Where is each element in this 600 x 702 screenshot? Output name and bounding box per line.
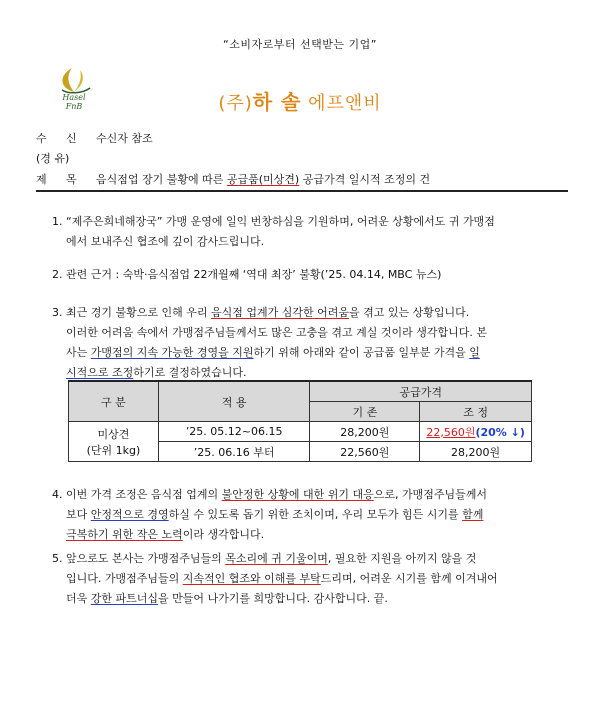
period-cell: ’25. 05.12~06.15 — [158, 422, 310, 442]
p4-line3-post: 이라 생각합니다. — [182, 528, 265, 541]
subject-underlined: 공급품(미상견) — [226, 173, 300, 186]
p4-line2-post: 하실 수 있도록 돕기 위한 조치이며, 우리 모두가 힘든 시기를 — [168, 508, 463, 521]
via-line: (경 유) — [36, 152, 70, 165]
header-divider — [36, 190, 568, 192]
p3-line1-pre: 3. 최근 경기 불황으로 인해 우리 — [52, 306, 211, 319]
p4-line2 — [52, 505, 572, 525]
p5-line2 — [52, 569, 572, 589]
subject-pre: 음식점업 장기 불황에 따른 — [96, 173, 227, 186]
p3-line3-underlined-2: 일 — [469, 346, 480, 359]
subject-line — [36, 171, 430, 187]
p3-line3 — [52, 343, 572, 363]
company-suffix: 에프앤비 — [301, 93, 382, 114]
paragraph-4 — [52, 485, 572, 545]
col-apply-header: 적 용 — [158, 381, 310, 422]
p1-line1: 1. “제주은희네해장국” 가맹 운영에 일익 번창하심을 기원하며, 어려운 상황에서도 귀 가맹점 — [52, 215, 495, 228]
adjusted-price: 22,560원 — [426, 425, 476, 439]
p5-line1-underlined: 목소리에 귀 기울이며 — [225, 552, 328, 565]
col-adjusted-header: 조 정 — [420, 402, 532, 422]
p5-line2-pre: 입니다. 가맹점주님들의 — [66, 572, 183, 585]
p5-line3-pre: 더욱 — [66, 592, 91, 605]
p5-line3-post: 을 만들어 나가기를 희망합니다. 감사합니다. 끝. — [158, 592, 388, 605]
p3-line4-post: 하기로 결정하였습니다. — [133, 366, 247, 379]
p4-line2-underlined: 안정적으로 경영 — [90, 508, 169, 521]
p3-line1-post: 을 겪고 있는 상황입니다. — [349, 306, 470, 319]
recipient-key2: 신 — [66, 132, 77, 145]
recipient-value: 수신자 참조 — [96, 132, 153, 145]
col-price-header: 공급가격 — [310, 381, 532, 402]
adjusted-price-cell: 28,200원 — [420, 442, 532, 462]
col-category-header: 구 분 — [69, 381, 159, 422]
p1-line2: 에서 보내주신 협조에 깊이 감사드립니다. — [66, 235, 265, 248]
table-header-row — [69, 381, 532, 402]
p3-line1 — [52, 303, 572, 323]
p4-line1-pre: 4. 이번 가격 조정은 음식점 업계의 — [52, 488, 222, 501]
adjusted-price-cell — [420, 422, 532, 442]
p5-line1-post: , 필요한 지원을 아끼지 않을 것 — [327, 552, 477, 565]
paragraph-1 — [52, 212, 572, 252]
item-unit: (단위 1kg) — [86, 443, 141, 457]
p4-line2-underlined-2: 함께 — [462, 508, 484, 521]
subject-key1: 제 — [36, 173, 47, 186]
p4-line3 — [52, 525, 572, 545]
recipient-key1: 수 — [36, 132, 47, 145]
p3-line4-underlined: 시적으로 조정 — [66, 366, 134, 379]
paragraph-3 — [52, 303, 572, 383]
discount-note: (20% ↓) — [475, 425, 525, 439]
p2-line1: 2. 관련 근거 : 숙박·음식점업 22개월째 ‘역대 최장’ 불황(’25. 04.14, MBC 뉴스) — [52, 268, 442, 281]
existing-price-cell: 28,200원 — [310, 422, 420, 442]
recipient-line — [36, 130, 153, 146]
paragraph-2 — [52, 265, 572, 285]
subject-key2: 목 — [66, 173, 77, 186]
p3-line3-underlined: 가맹점의 지속 가능한 경영을 지원 — [90, 346, 254, 359]
p4-line1 — [52, 485, 572, 505]
p5-line3 — [52, 589, 572, 609]
p5-line3-underlined: 강한 파트너십 — [90, 592, 159, 605]
company-name — [0, 86, 600, 115]
p5-line1 — [52, 549, 572, 569]
item-name: 미상견 — [97, 427, 130, 441]
subject-post: 공급가격 일시적 조정의 건 — [299, 173, 431, 186]
item-cell — [69, 422, 159, 462]
p3-line3-mid: 하기 위해 아래와 같이 공급품 일부분 가격을 — [253, 346, 470, 359]
p4-line2-pre: 보다 — [66, 508, 91, 521]
p5-line2-underlined: 지속적인 협조와 이해를 부탁 — [182, 572, 321, 585]
p3-line1-underlined: 음식점 업계가 심각한 어려움 — [211, 306, 350, 319]
table-row — [69, 422, 532, 442]
p5-line2-post: 드리며, 어려운 시기를 함께 이겨내어 — [320, 572, 498, 585]
company-prefix: (주) — [218, 93, 253, 114]
p4-line1-post: 으로, 가맹점주님들께서 — [373, 488, 488, 501]
col-existing-header: 기 존 — [310, 402, 420, 422]
slogan: “소비자로부터 선택받는 기업” — [223, 38, 377, 51]
period-cell: ’25. 06.16 부터 — [158, 442, 310, 462]
existing-price-cell: 22,560원 — [310, 442, 420, 462]
price-table — [68, 380, 532, 462]
p4-line1-underlined: 불안정한 상황에 대한 위기 대응 — [221, 488, 374, 501]
p3-line2: 이러한 어려움 속에서 가맹점주님들께서도 많은 고충을 겪고 계실 것이라 생각합니다. 본 — [66, 326, 487, 339]
company-main: 하 솔 — [252, 90, 302, 114]
p5-line1-pre: 5. 앞으로도 본사는 가맹점주님들의 — [52, 552, 226, 565]
p4-line3-underlined: 극복하기 위한 작은 노력 — [66, 528, 183, 541]
paragraph-5 — [52, 549, 572, 609]
logo-text-line1: Hasel — [62, 93, 86, 102]
logo-text-line2: FnB — [65, 102, 83, 111]
p3-line3-pre: 사는 — [66, 346, 91, 359]
